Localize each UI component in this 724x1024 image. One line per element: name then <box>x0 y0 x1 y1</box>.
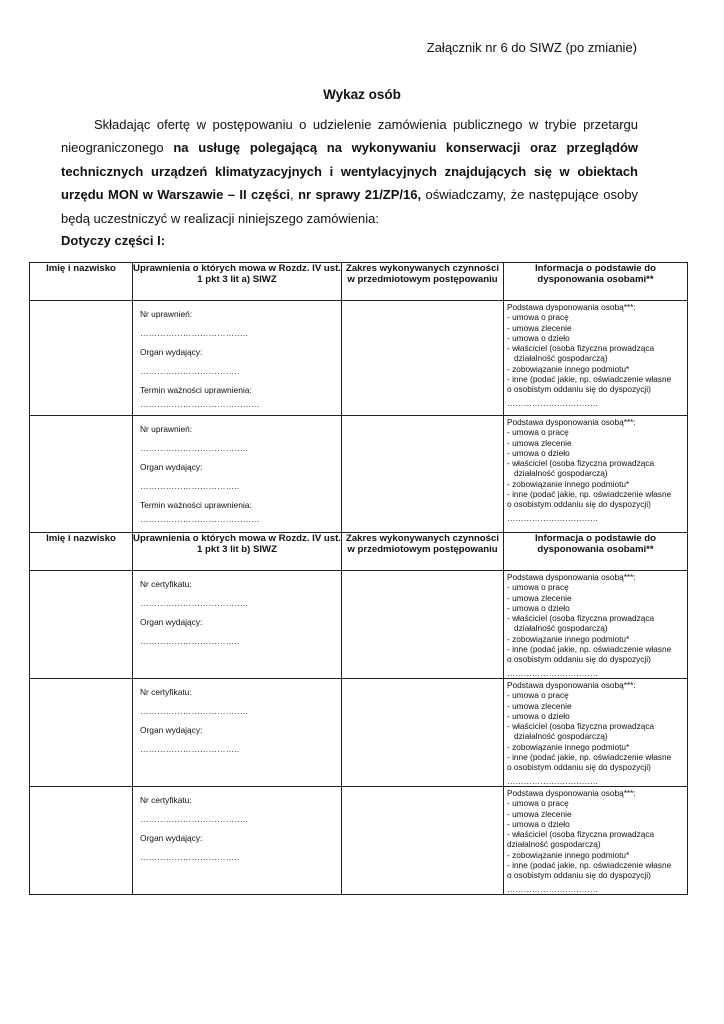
certificates-cell[interactable] <box>133 678 342 786</box>
basis-fill-field[interactable]: …………………………… <box>507 667 599 678</box>
basis-title: Podstawa dysponowania osobą***: <box>507 572 636 582</box>
basis-title: Podstawa dysponowania osobą***: <box>507 417 636 427</box>
basis-fill-field[interactable]: …………………………… <box>507 512 599 523</box>
intro-case-number: nr sprawy 21/ZP/16, <box>298 187 422 203</box>
basis-cell[interactable] <box>504 301 688 416</box>
license-number-field[interactable]: ……………………………….. <box>140 328 248 338</box>
basis-option-cont: działalność gospodarczą) <box>507 839 601 850</box>
license-number-field[interactable]: ……………………………….. <box>140 443 248 453</box>
col-header-name: Imię i nazwisko <box>30 533 133 571</box>
name-cell[interactable] <box>30 416 133 533</box>
basis-option: - inne (podać jakie, np. oświadczenie własne <box>507 752 672 763</box>
basis-option-cont: działalność gospodarczą) <box>514 731 608 742</box>
certificate-number-field[interactable]: ……………………………….. <box>140 598 248 608</box>
intro-text-1: Składając ofertę w postępowaniu o udzielenie zamówienia publicznego w trybie przetargu nieograniczonego <box>61 117 638 156</box>
qualifications-cell[interactable] <box>133 301 342 416</box>
basis-option: - zobowiązanie innego podmiotu* <box>507 741 630 752</box>
table-row <box>30 678 688 786</box>
basis-cell[interactable] <box>504 786 688 894</box>
basis-option: - zobowiązanie innego podmiotu* <box>507 849 630 860</box>
col-header-qualifications: Uprawnienia o których mowa w Rozdz. IV ust. 1 pkt 3 lit a) SIWZ <box>133 263 342 301</box>
basis-option: - umowa zlecenie <box>507 592 572 603</box>
table-row <box>30 301 688 416</box>
basis-title: Podstawa dysponowania osobą***: <box>507 787 636 798</box>
issuer-field[interactable]: …………………………….. <box>140 851 240 862</box>
col-header-certificates: Uprawnienia o których mowa w Rozdz. IV ust. 1 pkt 3 lit b) SIWZ <box>133 533 342 571</box>
license-number-label: Nr uprawnień: <box>140 309 193 319</box>
basis-option-cont: działalność gospodarczą) <box>514 468 608 479</box>
basis-option-cont: działalność gospodarczą) <box>514 353 608 364</box>
name-cell[interactable] <box>30 571 133 679</box>
basis-option: - umowa zlecenie <box>507 700 572 711</box>
issuer-field[interactable]: …………………………….. <box>140 366 240 376</box>
intro-text-2: , <box>290 187 299 203</box>
basis-option: - umowa o pracę <box>507 690 569 701</box>
basis-option: - umowa o pracę <box>507 312 569 323</box>
issuer-field[interactable]: …………………………….. <box>140 481 240 491</box>
issuer-label: Organ wydający: <box>140 347 203 357</box>
table-header-row <box>30 263 688 301</box>
validity-label: Termin ważności uprawnienia: <box>140 500 252 510</box>
issuer-label: Organ wydający: <box>140 832 203 843</box>
certificate-number-field[interactable]: ……………………………….. <box>140 813 248 824</box>
name-cell[interactable] <box>30 678 133 786</box>
certificate-number-field[interactable]: ……………………………….. <box>140 705 248 716</box>
basis-cell[interactable] <box>504 678 688 786</box>
basis-option: - umowa o dzieło <box>507 818 570 829</box>
basis-option: - umowa o dzieło <box>507 447 570 458</box>
issuer-label: Organ wydający: <box>140 462 203 472</box>
basis-option: - właściciel (osoba fizyczna prowadząca <box>507 458 655 469</box>
basis-cell[interactable] <box>504 571 688 679</box>
col-header-basis: Informacja o podstawie do dysponowania osobami** <box>504 263 688 301</box>
basis-option-cont: o osobistym oddaniu się do dyspozycji) <box>507 499 651 510</box>
certificates-cell[interactable] <box>133 571 342 679</box>
basis-option: - właściciel (osoba fizyczna prowadząca <box>507 829 655 840</box>
basis-fill-field[interactable]: …………………………… <box>507 775 599 786</box>
col-header-scope: Zakres wykonywanych czynności w przedmiotowym postępowaniu <box>342 263 504 301</box>
basis-option-cont: działalność gospodarczą) <box>514 623 608 634</box>
basis-option: - zobowiązanie innego podmiotu* <box>507 633 630 644</box>
validity-label: Termin ważności uprawnienia: <box>140 385 252 395</box>
table-row <box>30 416 688 533</box>
qualifications-cell[interactable] <box>133 416 342 533</box>
certificate-number-label: Nr certyfikatu: <box>140 686 192 697</box>
basis-option: - umowa zlecenie <box>507 322 572 333</box>
basis-title: Podstawa dysponowania osobą***: <box>507 302 636 312</box>
basis-option: - umowa zlecenie <box>507 437 572 448</box>
basis-option: - umowa o dzieło <box>507 710 570 721</box>
certificates-cell[interactable] <box>133 786 342 894</box>
name-cell[interactable] <box>30 301 133 416</box>
basis-option: - inne (podać jakie, np. oświadczenie własne <box>507 644 672 655</box>
document-title: Wykaz osób <box>323 87 401 102</box>
basis-option: - inne (podać jakie, np. oświadczenie własne <box>507 489 672 500</box>
intro-subject: na usługę polegającą na wykonywaniu konserwacji oraz przeglądów technicznych urządzeń klimatyzacyjnych i wentylacyjnych znajdujących się w obiektach urzędu MON w Warszawie – II części <box>61 140 638 203</box>
col-header-basis: Informacja o podstawie do dysponowania osobami** <box>504 533 688 571</box>
persons-table <box>29 262 688 895</box>
intro-paragraph <box>61 113 638 230</box>
basis-option-cont: o osobistym oddaniu się do dyspozycji) <box>507 762 651 773</box>
basis-option-cont: o osobistym oddaniu się do dyspozycji) <box>507 654 651 665</box>
basis-option: - umowa o dzieło <box>507 332 570 343</box>
scope-cell[interactable] <box>342 301 504 416</box>
issuer-field[interactable]: …………………………….. <box>140 636 240 646</box>
attachment-note: Załącznik nr 6 do SIWZ (po zmianie) <box>426 40 637 55</box>
col-header-scope: Zakres wykonywanych czynności w przedmiotowym postępowaniu <box>342 533 504 571</box>
validity-field[interactable]: …………………………………… <box>140 399 261 409</box>
basis-option-cont: o osobistym oddaniu się do dyspozycji) <box>507 384 651 395</box>
basis-fill-field[interactable]: …………………………… <box>507 883 599 894</box>
table-header-row <box>30 533 688 571</box>
scope-cell[interactable] <box>342 571 504 679</box>
basis-option: - zobowiązanie innego podmiotu* <box>507 363 630 374</box>
issuer-field[interactable]: …………………………….. <box>140 743 240 754</box>
basis-option: - inne (podać jakie, np. oświadczenie własne <box>507 860 672 871</box>
issuer-label: Organ wydający: <box>140 724 203 735</box>
basis-cell[interactable] <box>504 416 688 533</box>
basis-option: - umowa o pracę <box>507 427 569 438</box>
basis-option: - inne (podać jakie, np. oświadczenie własne <box>507 374 672 385</box>
basis-option: - umowa o pracę <box>507 582 569 593</box>
basis-fill-field[interactable]: …………………………… <box>507 397 599 408</box>
table-row <box>30 571 688 679</box>
scope-cell[interactable] <box>342 678 504 786</box>
table-row <box>30 786 688 894</box>
issuer-label: Organ wydający: <box>140 617 203 627</box>
basis-option: - umowa zlecenie <box>507 808 572 819</box>
basis-title: Podstawa dysponowania osobą***: <box>507 679 636 690</box>
basis-option: - umowa o pracę <box>507 798 569 809</box>
basis-option: - właściciel (osoba fizyczna prowadząca <box>507 721 655 732</box>
col-header-name: Imię i nazwisko <box>30 263 133 301</box>
intro-text-3: oświadczamy, że następujące osoby będą uczestniczyć w realizacji niniejszego zamówienia: <box>61 187 638 226</box>
basis-option: - właściciel (osoba fizyczna prowadząca <box>507 613 655 624</box>
scope-cell[interactable] <box>342 786 504 894</box>
basis-option: - umowa o dzieło <box>507 602 570 613</box>
certificate-number-label: Nr certyfikatu: <box>140 794 192 805</box>
basis-option-cont: o osobistym oddaniu się do dyspozycji) <box>507 870 651 881</box>
basis-option: - właściciel (osoba fizyczna prowadząca <box>507 343 655 354</box>
section-title: Dotyczy części I: <box>61 233 166 248</box>
certificate-number-label: Nr certyfikatu: <box>140 579 192 589</box>
license-number-label: Nr uprawnień: <box>140 424 193 434</box>
basis-option: - zobowiązanie innego podmiotu* <box>507 478 630 489</box>
validity-field[interactable]: …………………………………… <box>140 514 261 524</box>
scope-cell[interactable] <box>342 416 504 533</box>
name-cell[interactable] <box>30 786 133 894</box>
